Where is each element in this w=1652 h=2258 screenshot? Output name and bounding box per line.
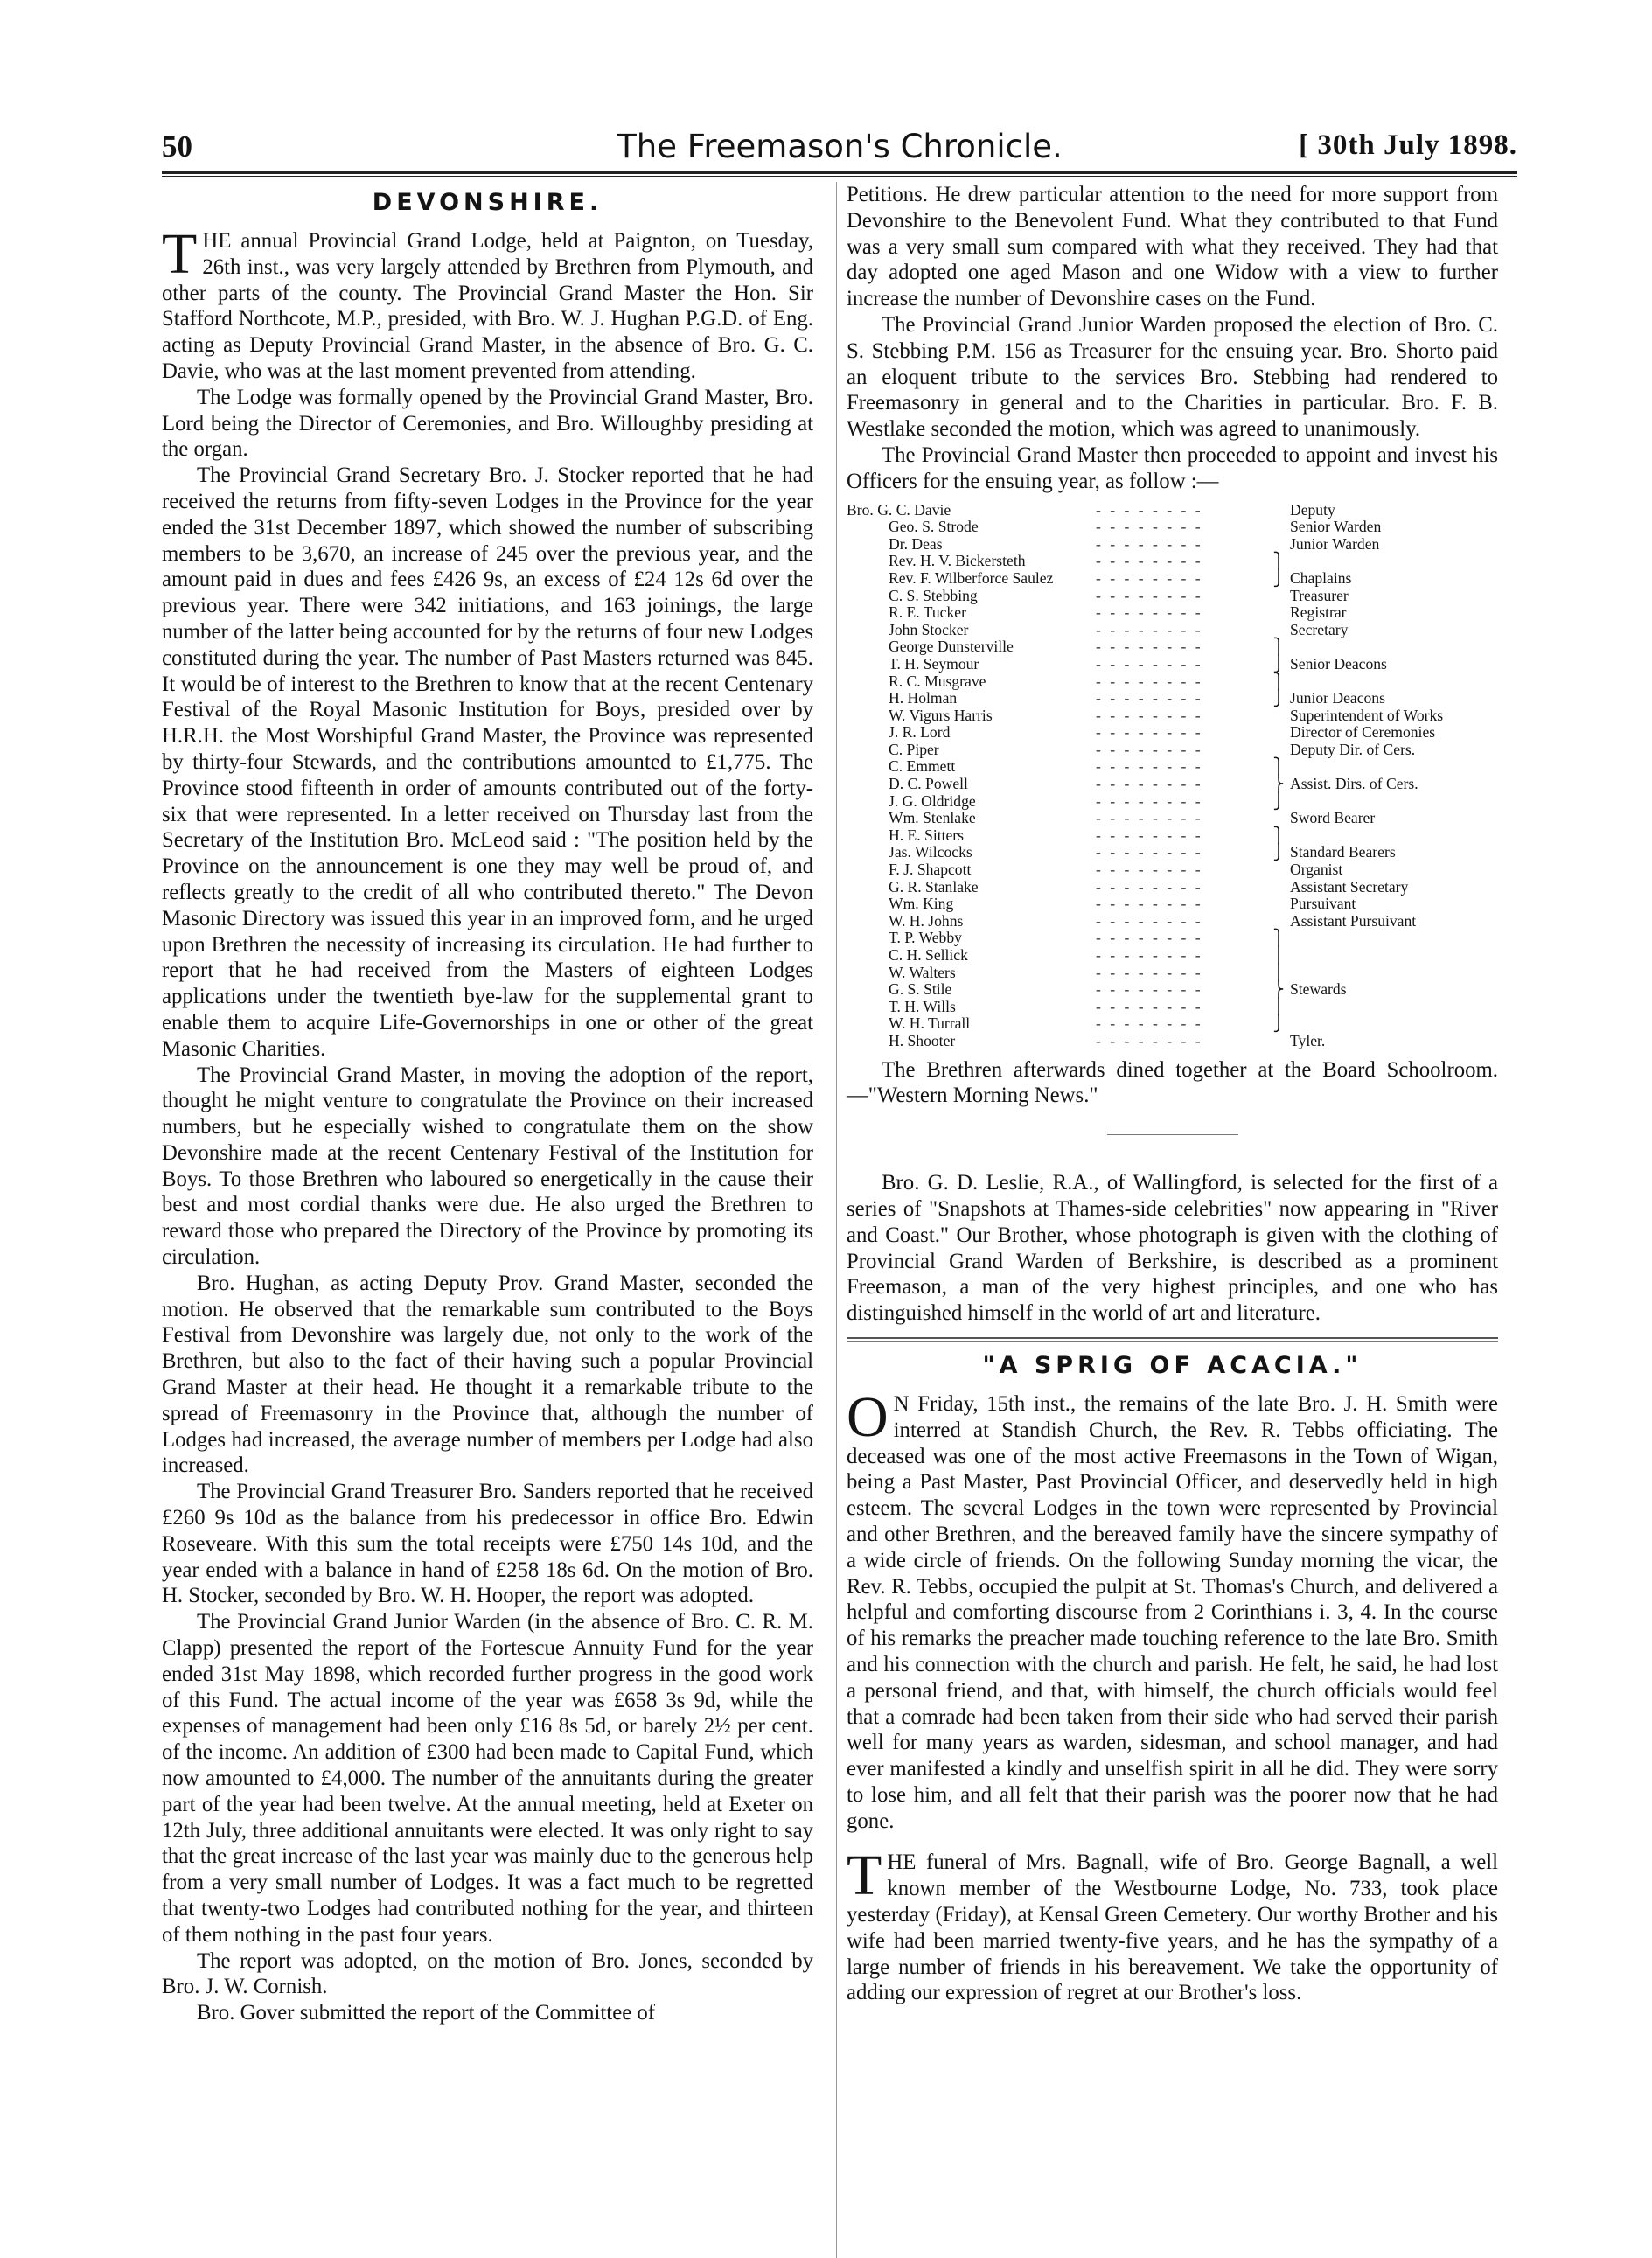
brace: [1271, 536, 1286, 554]
leader-dots: - - - - - - - -: [1096, 930, 1203, 947]
leader-dots: - - - - - - - -: [1096, 604, 1203, 622]
page-header: [162, 129, 1517, 170]
leader-dots: - - - - - - - -: [1096, 826, 1203, 844]
officer-office: Stewards: [1290, 981, 1347, 999]
officer-name: C. Piper: [889, 741, 939, 758]
officer-row: [847, 776, 1498, 793]
brace: ⎭: [1272, 654, 1285, 673]
officer-office: Sword Bearer: [1290, 810, 1376, 827]
officer-office: Standard Bearers: [1290, 844, 1396, 861]
brace: ⎫: [1272, 929, 1285, 947]
leader-dots: - - - - - - - -: [1096, 553, 1203, 570]
officer-row: [847, 536, 1498, 554]
officer-row: [847, 673, 1498, 691]
officer-row: [847, 622, 1498, 639]
brace: ⎪: [1272, 963, 1285, 981]
devonshire-continued-paragraph: Petitions. He drew particular attention to the need for more support from Devonshire to the Benevolent Fund. What they contributed to that Fund was a very small sum compared with what they received. They had that day adopted one aged Mason and one Widow with a view to further increase the number of Devonshire cases on the Fund.: [847, 183, 1498, 311]
officer-row: [847, 656, 1498, 673]
leader-dots: - - - - - - - -: [1096, 655, 1203, 673]
issue-date: [ 30th July 1898.: [1299, 129, 1517, 161]
brace: [1271, 742, 1286, 759]
section-separator: [1107, 1132, 1238, 1135]
officer-office: [1286, 999, 1498, 1016]
officer-name: R. C. Musgrave: [889, 673, 986, 690]
brace: ⎭: [1272, 791, 1285, 810]
brace: ⎭: [1272, 1014, 1285, 1033]
officer-row: [847, 913, 1498, 930]
officer-office: Treasurer: [1290, 587, 1349, 604]
officer-name: J. G. Oldridge: [889, 792, 976, 810]
devonshire-paragraph: The Provincial Grand Secretary Bro. J. Stocker reported that he had received the returns from fifty-seven Lodges in the Province for the year ended the 31st December 1897, which showed the number of subscribing members to be 3,670, an increase of 245 over the previous year, and the amount paid in dues and fees £426 9s, an excess of £24 12s 6d over the previous year. There were 342 initiations, and 163 joinings, the large number of the latter being accounted for by the returns of four new Lodges constituted during the year. The number of Past Masters returned was 845. It would be of interest to the Brethren to know that at the recent Centenary Festival of the Royal Masonic Institution for Boys, presided over by H.R.H. the Most Worshipful Grand Master, the Province was represented by thirty-four Stewards, and the contributions amounted to £1,775. The Province stood fifteenth in order of amounts contributed out of the forty-six that were represented. In a letter received on Thursday last from the Secretary of the Institution Bro. McLeod said : "The position held by the Province on the announcement is one they may well be proud of, and reflects greatly to the credit of all who contributed thereto." The Devon Masonic Directory was issued this year in an improved form, and he urged upon Brethren the necessity of increasing its circulation. He had further to report that he had received from the Masters of eighteen Lodges applications under the twentieth bye-law for the supplemental grant to enable them to acquire Life-Governorships in one or other of the great Masonic Charities.: [162, 463, 813, 1061]
officer-office: [1286, 553, 1498, 570]
officer-office: [1286, 947, 1498, 965]
officer-name: Bro. G. C. Davie: [847, 501, 951, 519]
officer-row: [847, 827, 1498, 845]
bagnall-dropcap: T: [847, 1843, 882, 1908]
leader-dots: - - - - - - - -: [1096, 673, 1203, 690]
officer-office: Pursuivant: [1290, 896, 1356, 913]
officer-office: Assistant Secretary: [1290, 878, 1409, 896]
devonshire-paragraph: THE annual Provincial Grand Lodge, held at Paignton, on Tuesday, 26th inst., was very largely attended by Brethren from Plymouth, and other parts of the county. The Provincial Grand Master the Hon. Sir Stafford Northcote, M.P., presided, with Bro. W. J. Hughan P.G.D. of Eng. acting as Deputy Provincial Grand Master, in the absence of Bro. G. C. Davie, who was at the last moment prevented from attending.: [162, 222, 813, 383]
brace: [1271, 879, 1286, 896]
brace: ⎫: [1272, 638, 1285, 656]
officer-row: [847, 793, 1498, 811]
brace: [1271, 724, 1286, 742]
officer-office: Senior Deacons: [1290, 655, 1387, 673]
officer-row: [847, 810, 1498, 827]
brace: [1271, 604, 1286, 622]
officer-name: W. H. Johns: [889, 912, 964, 930]
officer-name: H. Shooter: [889, 1032, 956, 1049]
leader-dots: - - - - - - - -: [1096, 707, 1203, 724]
officer-row: [847, 758, 1498, 776]
leader-dots: - - - - - - - -: [1096, 998, 1203, 1015]
left-column: [162, 182, 813, 2026]
officer-name: W. Vigurs Harris: [889, 707, 993, 724]
officer-row: [847, 519, 1498, 536]
devonshire-paragraph: Bro. Gover submitted the report of the Committee of: [197, 2001, 656, 2025]
officer-office: [1286, 930, 1498, 947]
officer-office: Deputy: [1290, 501, 1335, 519]
officer-office: [1286, 827, 1498, 845]
officer-row: [847, 553, 1498, 570]
officer-name: T. H. Seymour: [889, 655, 979, 673]
officer-office: Registrar: [1290, 604, 1347, 622]
page-number: 50: [162, 129, 192, 164]
leader-dots: - - - - - - - -: [1096, 844, 1203, 861]
officer-name: C. H. Sellick: [889, 947, 968, 964]
column-divider: [836, 182, 837, 2258]
leader-dots: - - - - - - - -: [1096, 587, 1203, 604]
acacia-heading: "A SPRIG OF ACACIA.": [982, 1351, 1363, 1379]
officer-row: [847, 981, 1498, 999]
brace: ⎭: [1272, 843, 1285, 861]
officer-row: [847, 588, 1498, 605]
brace: [1271, 896, 1286, 913]
officer-office: Director of Ceremonies: [1290, 724, 1436, 742]
section-rule: [847, 1337, 1498, 1342]
officer-office: Chaplains: [1290, 569, 1352, 587]
leader-dots: - - - - - - - -: [1096, 912, 1203, 930]
leader-dots: - - - - - - - -: [1096, 861, 1203, 879]
leader-dots: - - - - - - - -: [1096, 878, 1203, 896]
officer-name: H. E. Sitters: [889, 826, 965, 844]
devonshire-continued-paragraph: The Provincial Grand Junior Warden proposed the election of Bro. C. S. Stebbing P.M. 156 as Treasurer for the ensuing year. Bro. Shorto paid an eloquent tribute to the services Bro. Stebbing had rendered to Freemasonry in general and to the Charities in particular. Bro. F. B. Westlake seconded the motion, which was agreed to unanimously.: [847, 312, 1498, 442]
brace: [1271, 707, 1286, 725]
brace: [1271, 1033, 1286, 1050]
officer-office: [1286, 1015, 1498, 1033]
leader-dots: - - - - - - - -: [1096, 741, 1203, 758]
acacia-dropcap: O: [847, 1384, 889, 1449]
officer-name: Dr. Deas: [889, 535, 943, 553]
brace: ⎫: [1272, 552, 1285, 570]
leader-dots: - - - - - - - -: [1096, 947, 1203, 964]
leader-dots: - - - - - - - -: [1096, 981, 1203, 999]
officer-row: [847, 724, 1498, 742]
leader-dots: - - - - - - - -: [1096, 810, 1203, 827]
devonshire-paragraph: The Provincial Grand Treasurer Bro. Sanders reported that he received £260 9s 10d as the balance from his predecessor in office Bro. Edwin Roseveare. With this sum the total receipts were £750 14s 10d, and the year ended with a balance in hand of £258 18s 6d. On the motion of Bro. H. Stocker, seconded by Bro. W. H. Hooper, the report was adopted.: [162, 1480, 813, 1608]
officer-office: Junior Warden: [1290, 535, 1380, 553]
leader-dots: - - - - - - - -: [1096, 535, 1203, 553]
brace: ⎫: [1272, 672, 1285, 690]
officer-name: Geo. S. Strode: [889, 519, 979, 536]
officer-office: Senior Warden: [1290, 519, 1382, 536]
officer-name: J. R. Lord: [889, 724, 951, 742]
officer-row: [847, 896, 1498, 913]
brace: ⎭: [1272, 689, 1285, 707]
devonshire-paragraph: The Provincial Grand Junior Warden (in the absence of Bro. C. R. M. Clapp) presented the report of the Fortescue Annuity Fund for the year ended 31st May 1898, which recorded further progress in the good work of this Fund. The actual income of the year was £658 3s 9d, while the expenses of management had been only £16 8s 5d, or barely 2½ per cent. of the income. An addition of £300 had been made to Capital Fund, which now amounted to £4,000. The number of the annuitants during the greater part of the year had been twelve. At the annual meeting, held at Exeter on 12th July, three additional annuitants were elected. It was only right to say that the great increase of the last year was mainly due to the generous help from a very small number of Lodges. It was a fact much to be regretted that twenty-two Lodges had contributed nothing for the year, and thirteen of them nothing in the past four years.: [162, 1610, 813, 1947]
officer-row: [847, 999, 1498, 1016]
leslie-note: Bro. G. D. Leslie, R.A., of Wallingford, is selected for the first of a series of "Snapshots at Thames-side celebrities" now appearing in "River and Coast." Our Brother, whose photograph is given with the clothing of Provincial Grand Warden of Berkshire, is described as a prominent Freemason, a man of the very highest principles, and one who has distinguished himself in the world of art and literature.: [847, 1171, 1498, 1326]
officer-row: [847, 879, 1498, 896]
leader-dots: - - - - - - - -: [1096, 569, 1203, 587]
officer-row: [847, 1015, 1498, 1033]
officer-row: [847, 707, 1498, 725]
officer-office: Organist: [1290, 861, 1343, 879]
brace: [1271, 502, 1286, 519]
leader-dots: - - - - - - - -: [1096, 964, 1203, 981]
officer-name: F. J. Shapcott: [889, 861, 972, 879]
brace: [1271, 588, 1286, 605]
officer-office: Junior Deacons: [1290, 690, 1385, 707]
leader-dots: - - - - - - - -: [1096, 501, 1203, 519]
officer-row: [847, 742, 1498, 759]
officer-office: [1286, 673, 1498, 691]
officer-row: [847, 930, 1498, 947]
devonshire-continued-paragraph: The Provincial Grand Master then proceeded to appoint and invest his Officers for the ensuing year, as follow :—: [847, 443, 1498, 493]
devonshire-dropcap: T: [162, 222, 198, 286]
brace: ⎭: [1272, 568, 1285, 587]
officer-office: Assistant Pursuivant: [1290, 912, 1417, 930]
officer-row: [847, 502, 1498, 519]
brace: ⎫: [1272, 757, 1285, 776]
dinner-note: The Brethren afterwards dined together at the Board Schoolroom.—"Western Morning News.": [847, 1057, 1498, 1108]
officer-row: [847, 965, 1498, 982]
publication-title: The Freemason's Chronicle.: [617, 128, 1063, 165]
officer-row: [847, 690, 1498, 707]
officer-office: [1286, 793, 1498, 811]
leader-dots: - - - - - - - -: [1096, 1032, 1203, 1049]
devonshire-paragraph: The Lodge was formally opened by the Provincial Grand Master, Bro. Lord being the Director of Ceremonies, and Bro. Willoughby presiding at the organ.: [162, 385, 813, 462]
officer-row: [847, 1033, 1498, 1050]
officer-name: D. C. Powell: [889, 776, 968, 793]
leader-dots: - - - - - - - -: [1096, 519, 1203, 536]
leader-dots: - - - - - - - -: [1096, 621, 1203, 638]
officer-name: Rev. F. Wilberforce Saulez: [889, 569, 1054, 587]
officer-name: Wm. Stenlake: [889, 810, 976, 827]
leader-dots: - - - - - - - -: [1096, 792, 1203, 810]
officer-row: [847, 604, 1498, 622]
officer-row: [847, 570, 1498, 588]
leader-dots: - - - - - - - -: [1096, 724, 1203, 742]
brace: [1271, 519, 1286, 536]
officer-office: [1286, 638, 1498, 656]
officer-name: George Dunsterville: [889, 638, 1014, 656]
header-rule: [162, 171, 1517, 174]
officer-name: T. P. Webby: [889, 930, 962, 947]
leader-dots: - - - - - - - -: [1096, 638, 1203, 656]
officer-name: W. Walters: [889, 964, 956, 981]
brace: [1271, 913, 1286, 930]
officer-office: Superintendent of Works: [1290, 707, 1444, 724]
devonshire-paragraph: The Provincial Grand Master, in moving the adoption of the report, thought he might venture to congratulate the Province on their increased numbers, but he especially wished to congratulate them on the show Devonshire made at the recent Centenary Festival of the Institution for Boys. To those Brethren who laboured so energetically in the cause their best and most cordial thanks were due. He also urged the Brethren to reward those who prepared the Directory of the Province by promoting its circulation.: [162, 1063, 813, 1270]
right-column: [847, 182, 1498, 2006]
officer-office: [1286, 965, 1498, 982]
officer-name: Wm. King: [889, 896, 954, 913]
header-rule-thin: [162, 176, 1517, 177]
brace: [1271, 861, 1286, 879]
leader-dots: - - - - - - - -: [1096, 758, 1203, 776]
brace: ⎫: [1272, 826, 1285, 844]
officer-row: [847, 844, 1498, 861]
officer-office: Assist. Dirs. of Cers.: [1290, 776, 1418, 793]
officers-list: [847, 502, 1498, 1050]
officer-name: John Stocker: [889, 621, 969, 638]
officer-row: [847, 861, 1498, 879]
officer-office: Tyler.: [1290, 1032, 1326, 1049]
brace: ⎪: [1272, 997, 1285, 1015]
leader-dots: - - - - - - - -: [1096, 690, 1203, 707]
acacia-paragraph: O N Friday, 15th inst., the remains of the late Bro. J. H. Smith were interred at Standish Church, the Rev. R. Tebbs officiating. The deceased was one of the most active Freemasons in the Town of Wigan, being a Past Master, Past Provincial Officer, and deservedly held in high esteem. The several Lodges in the town were represented by Provincial and other Brethren, and the bereaved family have the sincere sympathy of a wide circle of friends. On the following Sunday morning the vicar, the Rev. R. Tebbs, occupied the pulpit at St. Thomas's Church, and delivered a helpful and comforting discourse from 2 Corinthians i. 3, 4. In the course of his remarks the preacher made touching reference to the late Bro. Smith and his connection with the church and parish. He felt, he said, he had lost a personal friend, and that, with himself, the church officials would feel that a comrade had been taken from their side who had served their parish well for many years as warden, sidesman, and school manager, and had ever manifested a kindly and unselfish spirit in all he did. They were sorry to lose him, and all felt that their parish was the poorer now that he had gone.: [847, 1384, 1498, 1833]
leader-dots: - - - - - - - -: [1096, 1015, 1203, 1033]
officer-name: R. E. Tucker: [889, 604, 966, 622]
officer-name: Rev. H. V. Bickersteth: [889, 553, 1026, 570]
brace: [1271, 810, 1286, 827]
brace: [1271, 622, 1286, 639]
officer-office: Deputy Dir. of Cers.: [1290, 741, 1416, 758]
officer-name: C. S. Stebbing: [889, 587, 978, 604]
officer-name: G. R. Stanlake: [889, 878, 979, 896]
officer-name: T. H. Wills: [889, 998, 956, 1015]
officer-name: C. Emmett: [889, 758, 956, 776]
officer-name: W. H. Turrall: [889, 1015, 971, 1033]
acacia-paragraph: THE funeral of Mrs. Bagnall, wife of Bro. George Bagnall, a well known member of the Westbourne Lodge, No. 733, took place yesterday (Friday), at Kensal Green Cemetery. Our worthy Brother and his wife had been married twenty-five years, and he has the sympathy of a large number of friends in his bereavement. We take the opportunity of adding our expression of regret at our Brother's loss.: [847, 1843, 1498, 2005]
brace: ⎬: [1272, 775, 1285, 793]
devonshire-paragraph: The report was adopted, on the motion of Bro. Jones, seconded by Bro. J. W. Cornish.: [162, 1948, 813, 1999]
officer-row: [847, 947, 1498, 965]
officer-name: H. Holman: [889, 690, 958, 707]
officer-row: [847, 638, 1498, 656]
brace: ⎪: [1272, 946, 1285, 964]
officer-office: Secretary: [1290, 621, 1349, 638]
officer-office: [1286, 758, 1498, 776]
leader-dots: - - - - - - - -: [1096, 776, 1203, 793]
devonshire-heading: DEVONSHIRE.: [372, 189, 603, 216]
leader-dots: - - - - - - - -: [1096, 896, 1203, 913]
officer-name: G. S. Stile: [889, 981, 952, 999]
brace: ⎬: [1272, 980, 1285, 999]
officer-name: Jas. Wilcocks: [889, 844, 972, 861]
devonshire-paragraph: Bro. Hughan, as acting Deputy Prov. Grand Master, seconded the motion. He observed that the remarkable sum contributed to the Boys Festival from Devonshire was largely due, not only to the work of the Brethren, but also to the fact of their having such a popular Provincial Grand Master at their head. He thought it a remarkable tribute to the spread of Freemasonry in the Province that, although the number of Lodges had increased, the average number of members per Lodge had also increased.: [162, 1271, 813, 1478]
